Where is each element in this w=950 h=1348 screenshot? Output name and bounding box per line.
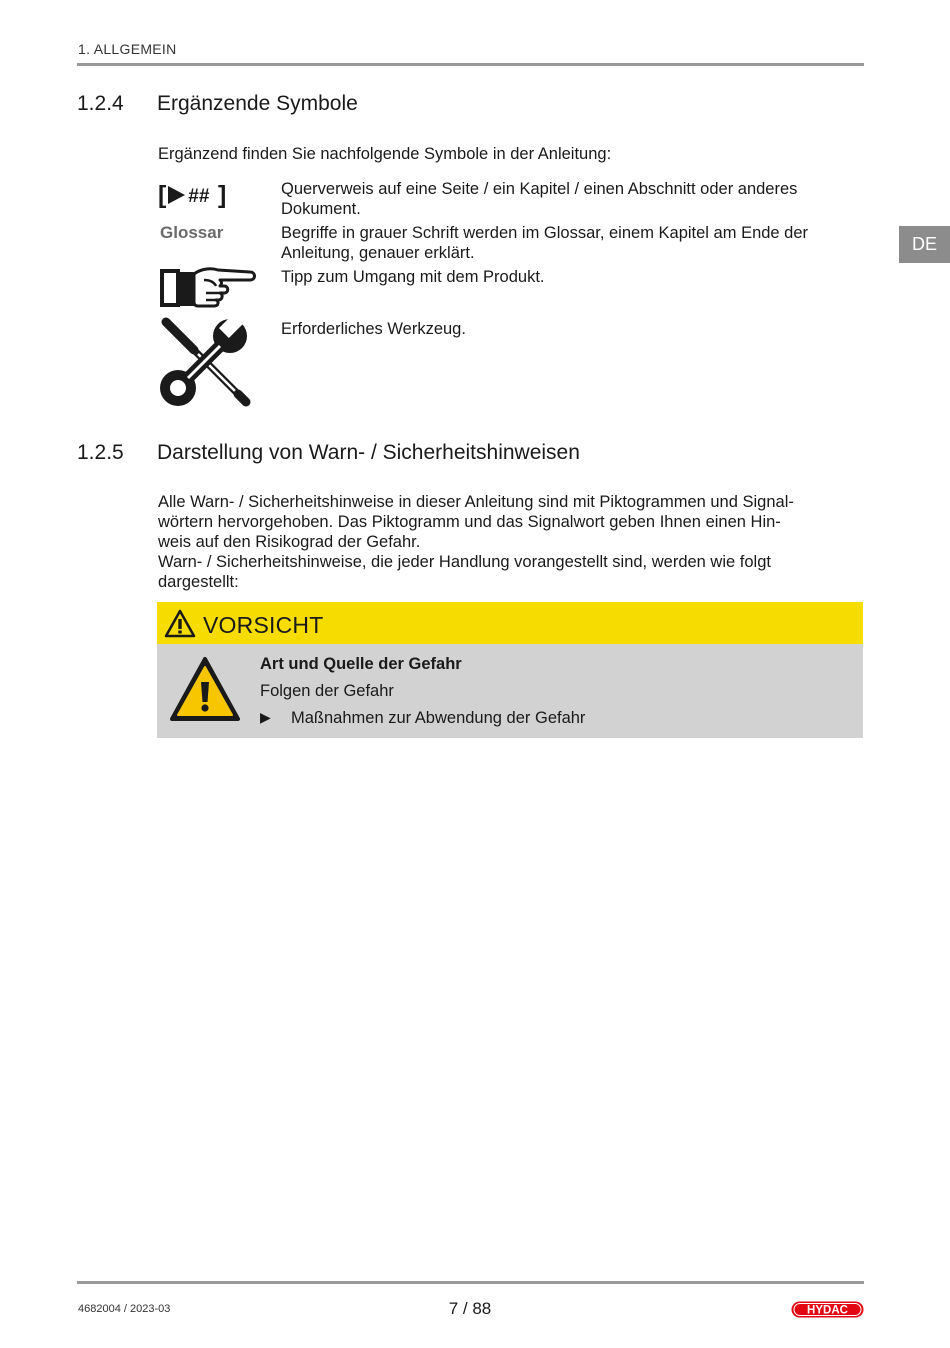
warning-header bbox=[157, 602, 863, 644]
paragraph-line: weis auf den Risikograd der Gefahr. bbox=[158, 533, 421, 551]
bullet-arrow-icon: ▶ bbox=[260, 709, 271, 725]
paragraph-line: Warn- / Sicherheitshinweise, die jeder Handlung vorangestellt sind, werden wie folgt bbox=[158, 553, 771, 571]
symbol-text-tools: Erforderliches Werkzeug. bbox=[281, 320, 466, 338]
small-warning-triangle-icon bbox=[164, 609, 196, 638]
paragraph-line: dargestellt: bbox=[158, 573, 239, 591]
hazard-measure: Maßnahmen zur Abwendung der Gefahr bbox=[291, 709, 586, 727]
signal-word: VORSICHT bbox=[203, 612, 324, 638]
page-number: 7 / 88 bbox=[448, 1299, 492, 1318]
paragraph-line: wörtern hervorgehoben. Das Piktogramm und das Signalwort geben Ihnen einen Hin- bbox=[158, 513, 781, 531]
section-heading-1-2-5 bbox=[77, 441, 857, 469]
chapter-header: 1. ALLGEMEIN bbox=[78, 41, 177, 57]
symbol-text-tip: Tipp zum Umgang mit dem Produkt. bbox=[281, 268, 545, 286]
warning-triangle-icon bbox=[169, 656, 241, 722]
svg-text:##: ## bbox=[188, 186, 210, 207]
svg-text:[: [ bbox=[158, 181, 167, 209]
svg-text:]: ] bbox=[218, 181, 227, 209]
document-id: 4682004 / 2023-03 bbox=[78, 1303, 171, 1315]
cross-reference-icon bbox=[158, 180, 230, 210]
language-tab[interactable]: DE bbox=[899, 226, 950, 263]
hazard-type: Art und Quelle der Gefahr bbox=[260, 655, 462, 673]
warning-box bbox=[157, 602, 863, 738]
section-title: Ergänzende Symbole bbox=[157, 92, 358, 115]
glossary-label: Glossar bbox=[160, 223, 224, 242]
header-divider bbox=[77, 63, 864, 66]
hydac-logo bbox=[791, 1301, 864, 1318]
warning-explanation-paragraph bbox=[158, 492, 864, 592]
pointing-hand-icon bbox=[158, 264, 258, 312]
section-number: 1.2.5 bbox=[77, 441, 124, 464]
symbol-text-cross-reference: Querverweis auf eine Seite / ein Kapitel / einen Abschnitt oder anderes Dokument. bbox=[281, 180, 798, 218]
section-number: 1.2.4 bbox=[77, 92, 124, 115]
section-intro: Ergänzend finden Sie nachfolgende Symbole in der Anleitung: bbox=[158, 145, 612, 163]
hazard-consequence: Folgen der Gefahr bbox=[260, 682, 394, 700]
symbol-text-glossary: Begriffe in grauer Schrift werden im Glossar, einem Kapitel am Ende der Anleitung, genauer erklärt. bbox=[281, 224, 809, 262]
svg-text:HYDAC: HYDAC bbox=[807, 1304, 848, 1317]
tools-icon bbox=[158, 316, 253, 410]
section-title: Darstellung von Warn- / Sicherheitshinweisen bbox=[157, 441, 580, 464]
warning-body bbox=[157, 644, 863, 738]
paragraph-line: Alle Warn- / Sicherheitshinweise in dieser Anleitung sind mit Piktogrammen und Signal- bbox=[158, 493, 794, 511]
footer-divider bbox=[77, 1281, 864, 1284]
section-heading-1-2-4 bbox=[77, 92, 777, 120]
